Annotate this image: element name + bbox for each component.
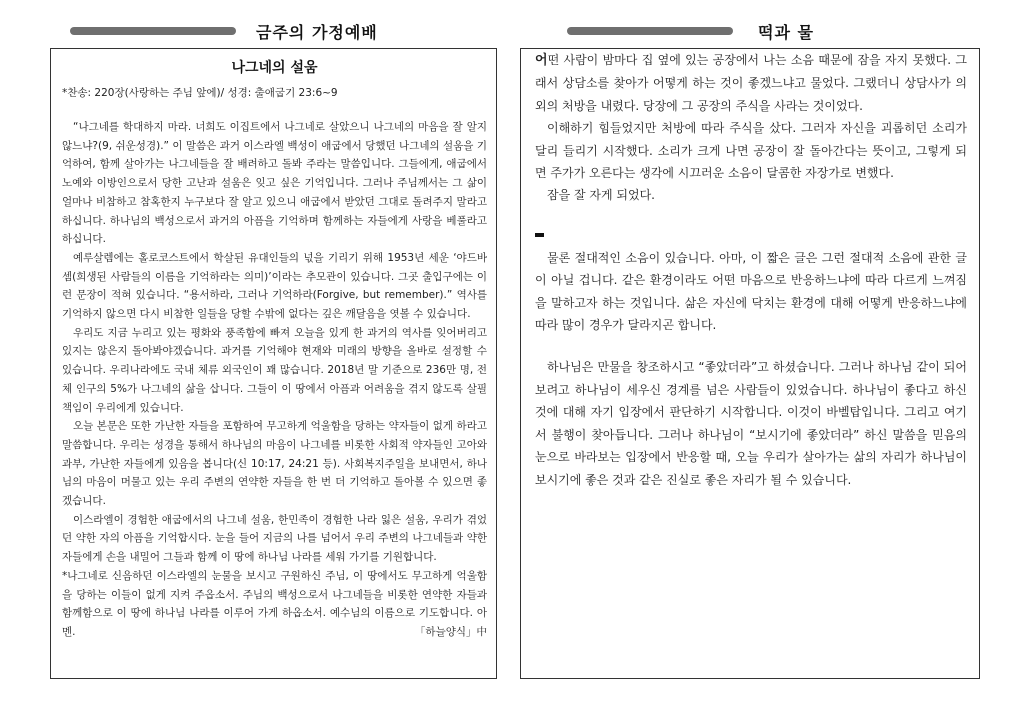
- hymn-scripture-line: *찬송: 220장(사랑하는 주님 앞에)/ 성경: 출애굽기 23:6~9: [62, 87, 338, 99]
- devotion-paragraph: “나그네를 학대하지 마라. 너희도 이집트에서 나그네로 살았으니 나그네의 마음을 잘 알지 않느냐?(9, 쉬운성경).” 이 말씀은 과거 이스라엘 백성이 애굽에서 당했던 나그네의 설움을 기억하여, 함께 살아가는 나그네들을 잘 배려하고 돌봐 주라는 말씀입니다. 그들에게, 애굽에서 노예와 이방인으로서 당한 고난과 설움은 잊고 싶은 기억입니다. 그러나 주님께서는 그 삶이 얼마나 비참하고 참혹한지 누구보다 잘 알고 있으니 애굽에서 받았던 그대로 돌려주지 말라고 하십니다. 하나님의 백성으로서 과거의 아픔을 기억하며 함께하는 자들에게 사랑을 베풀라고 하십니다.: [62, 121, 487, 246]
- devotion-title: 나그네의 설움: [231, 60, 318, 76]
- devotion-paragraph: 우리도 지금 누리고 있는 평화와 풍족함에 빠져 오늘을 있게 한 과거의 역사를 잊어버리고 있지는 않은지 돌아봐야겠습니다. 과거를 기억해야 현재와 미래의 방향을 올바로 설정할 수 있습니다. 우리나라에도 국내 체류 외국인이 꽤 많습니다. 2018년 말 기준으로 236만 명, 전체 인구의 5%가 나그네의 삶을 삽니다. 그들이 이 땅에서 아픔과 어려움을 겪지 않도록 살필 책임이 우리에게 있습니다.: [62, 326, 487, 414]
- devotion-panel: [50, 48, 497, 679]
- right-header-title: 떡과 물: [758, 23, 814, 42]
- reflection-paragraph: 물론 절대적인 소음이 있습니다. 아마, 이 짧은 글은 그런 절대적 소음에 관한 글이 아닐 겁니다. 같은 환경이라도 어떤 마음으로 반응하느냐에 따라 다르게 느껴짐을 말하고자 하는 것입니다. 삶은 자신에 닥치는 환경에 대해 어떻게 반응하느냐에 따라 많이 경우가 달라지곤 합니다.: [535, 250, 967, 333]
- story-paragraph: 이해하기 힘들었지만 처방에 따라 주식을 샀다. 그러자 자신을 괴롭히던 소리가 달리 들리기 시작했다. 소리가 크게 나면 공장이 잘 돌아간다는 뜻이고, 그렇게 되면 주가가 오른다는 생각에 시끄러운 소음이 달콤한 자장가로 변했다.: [535, 121, 967, 181]
- story-paragraph: 잠을 잘 자게 되었다.: [547, 188, 655, 203]
- devotion-paragraph: 이스라엘이 경험한 애굽에서의 나그네 설움, 한민족이 경험한 나라 잃은 설움, 우리가 겪었던 약한 자의 아픔을 기억합시다. 눈을 들어 지금의 나를 넘어서 우리 주변의 나그네들과 약한 자들에게 손을 내밀어 그들과 함께 이 땅에 하나님 나라를 세워 가기를 기원합니다.: [62, 513, 487, 564]
- story-paragraph: [535, 49, 967, 117]
- bread-and-water-panel: [520, 48, 980, 679]
- prayer-text: *나그네로 신음하던 이스라엘의 눈물을 보시고 구원하신 주님, 이 땅에서도 무고하게 억울함을 당하는 이들이 없게 지켜 주옵소서. 주님의 백성으로서 나그네들을 비롯한 연약한 자들과 함께함으로 이 땅에 하나님 나라를 이루어 가게 하옵소서. 예수님의 이름으로 기도합니다. 아멘.: [62, 569, 487, 638]
- left-header-title: 금주의 가정예배: [256, 23, 378, 42]
- section-marker: [535, 233, 544, 237]
- right-header-bar: [567, 27, 733, 35]
- devotion-paragraph: 오늘 본문은 또한 가난한 자들을 포함하여 무고하게 억울함을 당하는 약자들이 없게 하라고 말씀합니다. 우리는 성경을 통해서 하나님의 마음이 나그네를 비롯한 사회적 약자들인 고아와 과부, 가난한 자들에게 있음을 봅니다(신 10:17, 24:21 등). 사회복지주일을 보내면서, 하나님의 마음이 머물고 있는 우리 주변의 연약한 자들을 한 번 더 기억하고 돌아볼 수 있으면 좋겠습니다.: [62, 420, 487, 508]
- devotion-paragraph: 예루살렘에는 홀로코스트에서 학살된 유대인들의 넋을 기리기 위해 1953년 세운 ‘야드바셈(희생된 사람들의 이름을 기억하라는 의미)’이라는 추모관이 있습니다. 그곳 출입구에는 이런 문장이 적혀 있습니다. “용서하라, 그러나 기억하라(Forgive, but remember).” 역사를 기억하지 않으면 다시 비참한 일들을 당할 수밖에 없다는 깊은 깨달음을 엿볼 수 있습니다.: [62, 251, 487, 321]
- prayer-block: [62, 567, 487, 642]
- left-header-bar: [70, 27, 236, 35]
- story-paragraph-rest: 떤 사람이 밤마다 집 옆에 있는 공장에서 나는 소음 때문에 잠을 자지 못했다. 그래서 상담소를 찾아가 어떻게 하는 것이 좋겠느냐고 물었다. 그랬더니 상담사가 의외의 처방을 내렸다. 당장에 그 공장의 주식을 사라는 것이었다.: [535, 53, 967, 113]
- dropcap-letter: 어: [535, 53, 548, 68]
- source-credit: 「하늘양식」中: [414, 625, 487, 638]
- reflection-paragraph: 하나님은 만물을 창조하시고 “좋았더라”고 하셨습니다. 그러나 하나님 같이 되어보려고 하나님이 세우신 경계를 넘은 사람들이 있었습니다. 하나님이 좋다고 하신 것에 대해 자기 입장에서 판단하기 시작합니다. 이것이 바벨탑입니다. 그리고 여기서 불행이 찾아듭니다. 그러나 하나님이 “보시기에 좋았더라” 하신 말씀을 믿음의 눈으로 바라보는 입장에서 반응할 때, 오늘 우리가 살아가는 삶의 자리가 하나님이 보시기에 좋은 것과 같은 진실로 좋은 자리가 될 수 있습니다.: [535, 360, 967, 487]
